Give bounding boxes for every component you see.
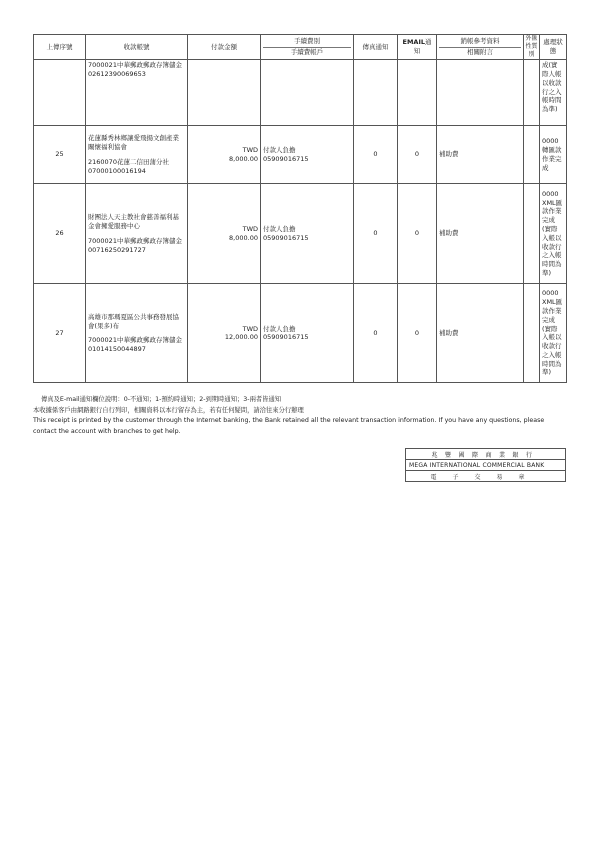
- row-status: 成(實際人帳以收款行之入帳時間為準): [540, 60, 567, 126]
- header-ref-data: 銷帳參考資料: [439, 37, 521, 48]
- row-fx: [524, 60, 540, 126]
- payee-account: 07000100016194: [88, 166, 146, 175]
- row-ref: [437, 60, 524, 126]
- row-amount: [188, 60, 261, 126]
- row-payee: [86, 284, 188, 383]
- payee-name: 花蓮縣秀林鄉讓愛飛揚文創產業關懷福利協會: [88, 134, 179, 152]
- disclaimer-zh: 本收據係客戶由網路銀行自行列印，相關資料以本行留存為主，若有任何疑問，請洽往來分行辦理: [33, 406, 304, 414]
- row-ref: 補助費: [437, 284, 524, 383]
- payee-account: 02612390069653: [88, 70, 146, 79]
- amount-currency: TWD: [242, 225, 258, 234]
- payee-bank: 2160070花蓮二信田蒲分社: [88, 157, 169, 166]
- row-seq: [34, 60, 86, 126]
- header-payee: 收款帳號: [86, 35, 188, 60]
- row-fee: [261, 184, 354, 284]
- row-status: 0000 轉匯款作業完成: [540, 126, 567, 184]
- row-email: 0: [398, 184, 437, 284]
- electronic-seal-label: 電子交易章: [406, 471, 566, 482]
- row-fax: 0: [354, 184, 398, 284]
- row-amount: [188, 126, 261, 184]
- header-fee-account: 手續費帳戶: [290, 48, 324, 57]
- row-status: 0000 XML匯款作業完成(實際入帳以收款行之入帳時間為準): [540, 184, 567, 284]
- table-row: [34, 184, 567, 284]
- payee-bank: 7000021中華郵政郵政存簿儲金: [88, 61, 182, 70]
- table-row: [34, 60, 567, 126]
- row-amount: [188, 184, 261, 284]
- fee-payer: 付款人負擔: [263, 225, 296, 234]
- amount-value: 12,000.00: [224, 333, 258, 342]
- receipt-notes: [33, 395, 566, 437]
- table-row: [34, 126, 567, 184]
- payee-name: 財團法人天主教社會慈善福利基金會擁愛服務中心: [88, 213, 179, 231]
- header-ref: [437, 35, 524, 60]
- row-fax: 0: [354, 126, 398, 184]
- header-fee-type: 手續費別: [263, 37, 351, 48]
- fee-account: 05909016715: [263, 333, 309, 342]
- payee-account: 01014150044897: [88, 345, 146, 354]
- header-fx: 外匯性質別: [525, 35, 538, 59]
- fee-account: 05909016715: [263, 233, 309, 242]
- amount-value: 8,000.00: [229, 154, 258, 163]
- header-seq: 上傳序號: [34, 35, 86, 60]
- bank-seal-box: [405, 448, 566, 482]
- row-fee: [261, 284, 354, 383]
- header-fax: 傳真通知: [354, 35, 398, 60]
- header-email-tong: 通: [425, 38, 432, 47]
- payee-account: 00716250291727: [88, 245, 146, 254]
- header-status: 處理狀態: [540, 35, 567, 60]
- row-ref: 補助費: [437, 126, 524, 184]
- notify-legend: 傳真及E-mail通知欄位說明：0-不通知；1-預約時通知；2-到期時通知；3-兩者皆通知: [41, 396, 282, 403]
- amount-value: 8,000.00: [229, 233, 258, 242]
- fee-account: 05909016715: [263, 154, 309, 163]
- header-ref-memo: 相關附言: [467, 48, 493, 57]
- row-fax: [354, 60, 398, 126]
- header-fee: [261, 35, 354, 60]
- row-email: [398, 60, 437, 126]
- row-email: 0: [398, 284, 437, 383]
- header-email-label: EMAIL: [402, 38, 425, 47]
- row-seq: 27: [34, 284, 86, 383]
- row-ref: 補助費: [437, 184, 524, 284]
- header-email-zhi: 知: [413, 47, 421, 56]
- fee-payer: 付款人負擔: [263, 146, 296, 155]
- row-seq: 25: [34, 126, 86, 184]
- row-payee: [86, 60, 188, 126]
- payee-name: 高雄市那瑪夏區公共事務發展協會(果多)布: [88, 312, 179, 330]
- bank-name-en: MEGA INTERNATIONAL COMMERCIAL BANK: [406, 460, 566, 471]
- row-fx: [524, 126, 540, 184]
- row-fx: [524, 184, 540, 284]
- row-fee: [261, 60, 354, 126]
- row-status: 0000 XML匯款作業完成(實際入帳以收款行之入帳時間為準): [540, 284, 567, 383]
- row-fee: [261, 126, 354, 184]
- payee-bank: 7000021中華郵政郵政存簿儲金: [88, 236, 182, 245]
- bank-name-zh: 兆豐國際商業銀行: [406, 449, 566, 460]
- row-email: 0: [398, 126, 437, 184]
- header-amount: 付款金額: [188, 35, 261, 60]
- row-fx: [524, 284, 540, 383]
- header-email: [398, 35, 437, 60]
- disclaimer-en-2: contact the account with branches to get help.: [33, 427, 181, 435]
- table-header-row: [34, 35, 567, 60]
- amount-currency: TWD: [242, 324, 258, 333]
- disclaimer-en-1: This receipt is printed by the customer through the Internet banking, the Bank retained all the relevant transaction information. If you have any questions, please: [33, 417, 545, 425]
- row-amount: [188, 284, 261, 383]
- row-payee: [86, 184, 188, 284]
- fee-payer: 付款人負擔: [263, 324, 296, 333]
- payee-bank: 7000021中華郵政郵政存簿儲金: [88, 336, 182, 345]
- amount-currency: TWD: [242, 146, 258, 155]
- row-fax: 0: [354, 284, 398, 383]
- row-payee: [86, 126, 188, 184]
- row-seq: 26: [34, 184, 86, 284]
- table-row: [34, 284, 567, 383]
- transaction-table: [33, 34, 567, 383]
